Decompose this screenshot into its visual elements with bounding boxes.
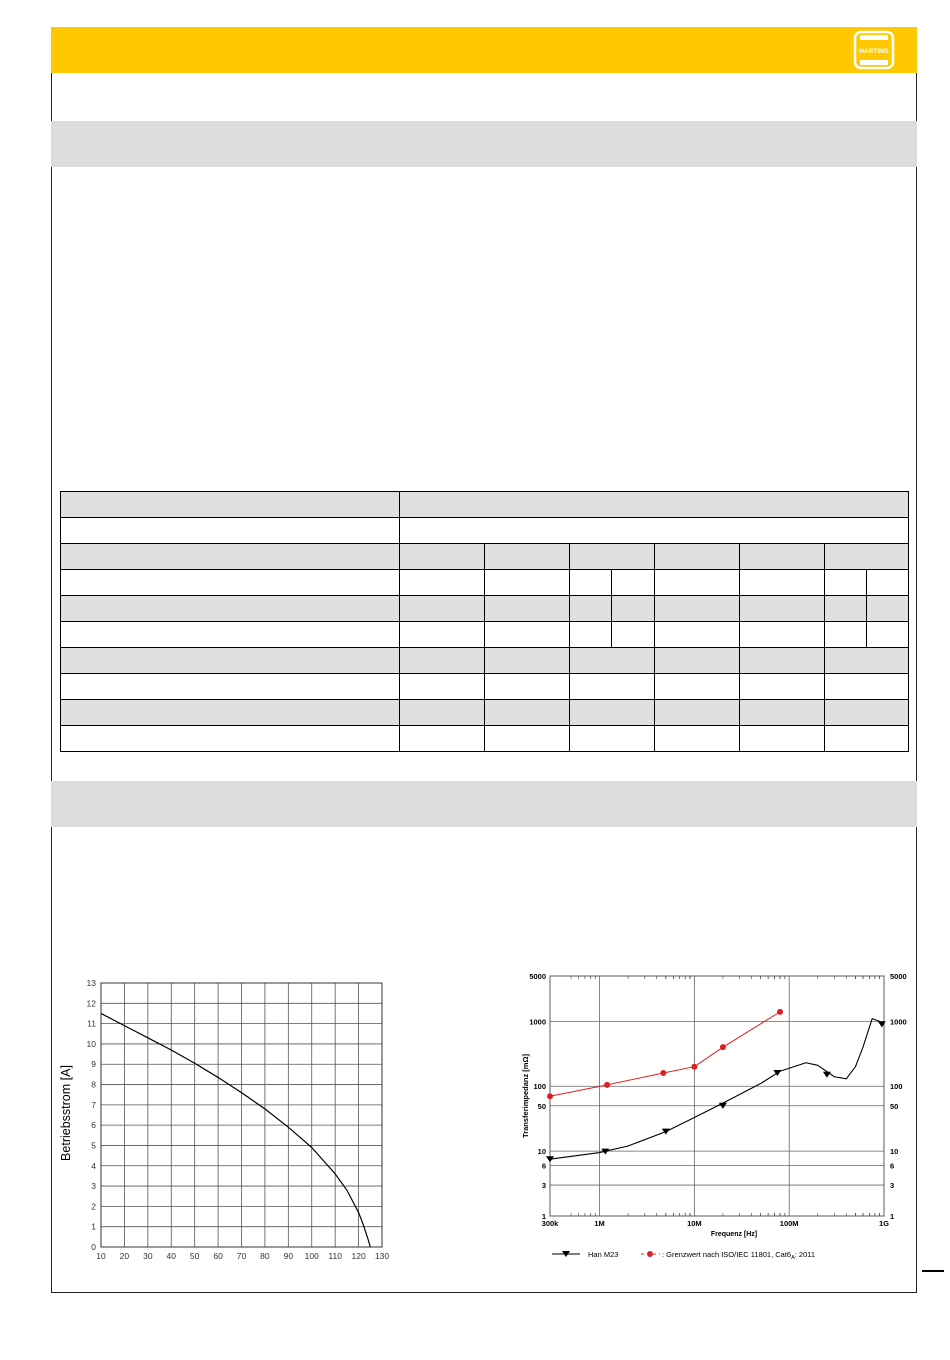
plot-border bbox=[550, 976, 884, 1216]
y-tick-label-left: 1 bbox=[541, 1212, 546, 1221]
y-tick-label-left: 50 bbox=[537, 1101, 546, 1111]
x-tick-label: 100M bbox=[779, 1219, 799, 1228]
marker-limit bbox=[547, 1093, 553, 1099]
legend-label-limit: : Grenzwert nach ISO/IEC 11801, $Cat6_A$: 2011 bbox=[662, 1250, 816, 1261]
x-tick-label: 50 bbox=[189, 1251, 200, 1261]
transfer-impedance-chart bbox=[510, 966, 910, 1266]
y-tick-label: 11 bbox=[87, 1018, 96, 1029]
y-tick-label: 10 bbox=[86, 1038, 96, 1049]
table-row bbox=[61, 726, 909, 752]
current-derating-chart bbox=[50, 970, 400, 1270]
x-tick-label: 70 bbox=[236, 1251, 247, 1261]
y-tick-label-right: 10 bbox=[890, 1147, 899, 1157]
x-tick-label: 100 bbox=[304, 1251, 319, 1261]
table-row bbox=[61, 674, 909, 700]
table-row bbox=[61, 700, 909, 726]
y-tick-label-right: 6 bbox=[890, 1161, 895, 1171]
y-tick-label-left: 3 bbox=[541, 1181, 546, 1191]
x-tick-label: 40 bbox=[166, 1251, 176, 1261]
y-tick-label-left: 1000 bbox=[529, 1017, 546, 1027]
y-tick-label-right: 1000 bbox=[890, 1017, 907, 1027]
x-tick-label: 30 bbox=[143, 1251, 153, 1261]
x-tick-label: 1G bbox=[878, 1219, 890, 1228]
marker-han-m23 bbox=[823, 1072, 831, 1078]
x-tick-label: 80 bbox=[260, 1251, 270, 1261]
table-row bbox=[61, 622, 909, 648]
section-band-2 bbox=[51, 781, 917, 827]
chart-grid bbox=[101, 983, 382, 1247]
chart-series bbox=[546, 1009, 886, 1162]
y-tick-label-right: 100 bbox=[890, 1082, 903, 1092]
marker-han-m23 bbox=[878, 1021, 886, 1027]
legend-label-han-m23: Han M23 bbox=[588, 1250, 619, 1259]
y-tick-label: 5 bbox=[91, 1140, 96, 1151]
series-line-limit bbox=[550, 1012, 780, 1096]
y-tick-label: 6 bbox=[91, 1120, 96, 1131]
marker-limit bbox=[691, 1064, 697, 1070]
x-tick-label: 10 bbox=[96, 1251, 106, 1261]
legend-marker-limit bbox=[647, 1251, 653, 1257]
y-tick-label-right: 1 bbox=[890, 1212, 895, 1221]
chart-legend bbox=[552, 1250, 815, 1261]
harting-logo bbox=[852, 30, 896, 70]
y-tick-label: 7 bbox=[91, 1099, 96, 1110]
chart-ticks bbox=[529, 972, 906, 1228]
y-tick-label-right: 3 bbox=[890, 1181, 895, 1191]
x-tick-label: 120 bbox=[351, 1251, 366, 1261]
x-tick-label: 110 bbox=[328, 1251, 342, 1261]
table-row bbox=[61, 648, 909, 674]
table-row bbox=[61, 518, 909, 544]
y-tick-label: 13 bbox=[86, 978, 96, 988]
marker-limit bbox=[604, 1082, 610, 1088]
x-tick-label: 90 bbox=[283, 1251, 294, 1261]
x-axis-label: Frequenz [Hz] bbox=[710, 1231, 758, 1238]
section-band-1 bbox=[51, 121, 917, 167]
series-line-derating bbox=[101, 1013, 370, 1247]
x-tick-label: 20 bbox=[119, 1251, 130, 1261]
y-axis-label: Betriebsstrom [A] bbox=[59, 1065, 73, 1161]
y-tick-label: 2 bbox=[91, 1201, 96, 1212]
chart-series bbox=[101, 1013, 370, 1247]
marker-limit bbox=[660, 1070, 666, 1076]
chart-grid bbox=[550, 976, 884, 1216]
spec-table bbox=[60, 491, 909, 752]
y-tick-label-right: 50 bbox=[890, 1101, 899, 1111]
marker-han-m23 bbox=[662, 1129, 670, 1135]
marker-limit bbox=[720, 1044, 726, 1050]
chart-ticks bbox=[87, 978, 390, 1261]
page-edge-mark bbox=[922, 1270, 944, 1272]
y-tick-label-left: 6 bbox=[541, 1161, 546, 1171]
y-tick-label: 12 bbox=[86, 998, 96, 1009]
y-tick-label: 0 bbox=[91, 1242, 96, 1252]
x-tick-label: 10M bbox=[687, 1219, 702, 1228]
table-row bbox=[61, 570, 909, 596]
y-tick-label-right: 5000 bbox=[890, 972, 907, 981]
y-tick-label: 4 bbox=[91, 1160, 96, 1171]
x-tick-label: 60 bbox=[213, 1251, 223, 1261]
y-axis-label: Transferimpedanz [mΩ] bbox=[521, 1054, 530, 1138]
y-tick-label: 8 bbox=[91, 1079, 96, 1090]
y-tick-label-left: 5000 bbox=[529, 972, 546, 981]
logo-text: HARTING bbox=[859, 48, 889, 55]
y-tick-label: 1 bbox=[91, 1221, 96, 1232]
table-row bbox=[61, 596, 909, 622]
x-tick-label: 130 bbox=[374, 1251, 390, 1261]
x-tick-label: 1M bbox=[594, 1219, 605, 1228]
table-row bbox=[61, 492, 909, 518]
header-band bbox=[51, 27, 917, 73]
y-tick-label: 9 bbox=[91, 1059, 96, 1070]
y-tick-label: 3 bbox=[91, 1181, 96, 1192]
y-tick-label-left: 10 bbox=[537, 1147, 546, 1157]
marker-limit bbox=[777, 1009, 783, 1015]
y-tick-label-left: 100 bbox=[533, 1082, 546, 1092]
table-row bbox=[61, 544, 909, 570]
series-line-han-m23 bbox=[550, 1019, 884, 1160]
x-tick-label: 300k bbox=[541, 1219, 559, 1228]
